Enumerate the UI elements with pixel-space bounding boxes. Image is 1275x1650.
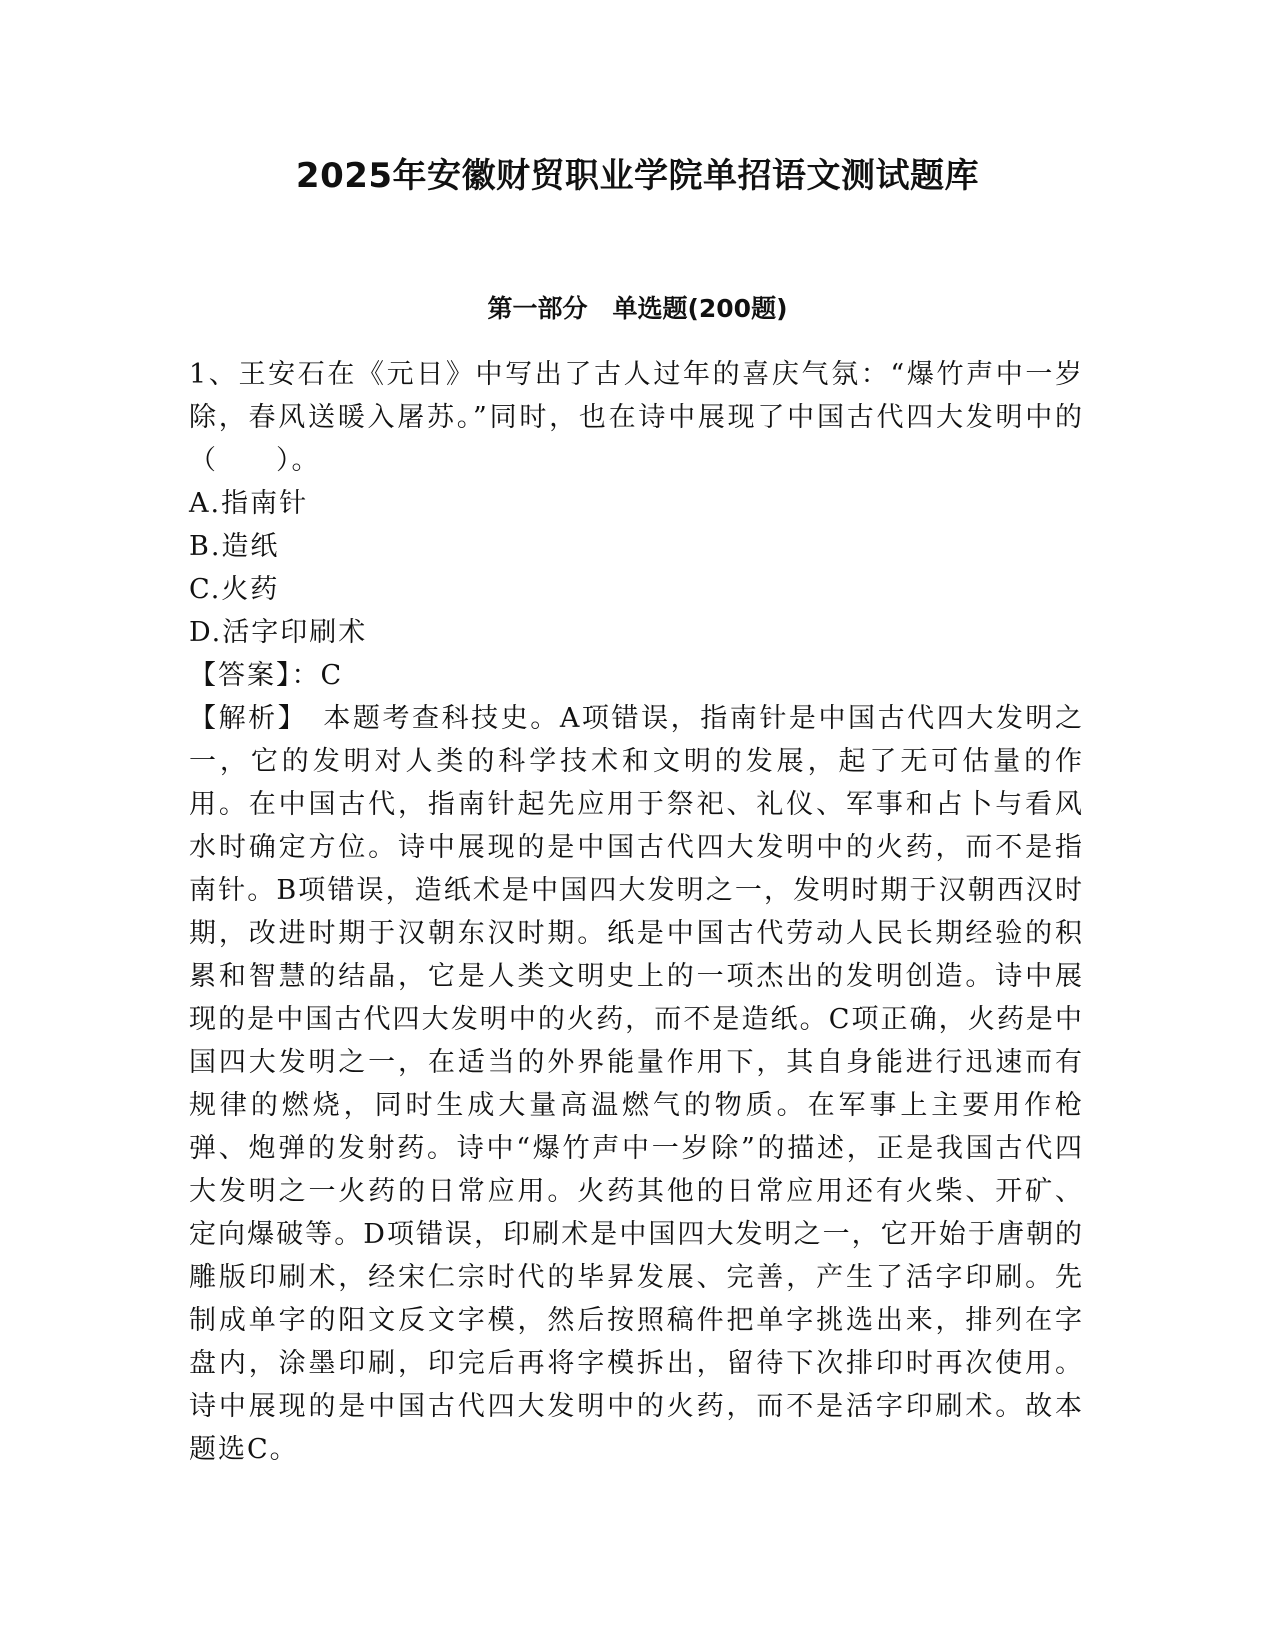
option-c: C.火药 [189,574,280,605]
analysis-text: 【解析】 本题考查科技史。A项错误，指南针是中国古代四大发明之一，它的发明对人类的科学技术和文明的发展，起了无可估量的作用。在中国古代，指南针起先应用于祭祀、礼仪、军事和占卜与看风水时确定方位。诗中展现的是中国古代四大发明中的火药，而不是指南针。B项错误，造纸术是中国四大发明之一，发明时期于汉朝西汉时期，改进时期于汉朝东汉时期。纸是中国古代劳动人民长期经验的积累和智慧的结晶，它是人类文明史上的一项杰出的发明创造。诗中展现的是中国古代四大发明中的火药，而不是造纸。C项正确，火药是中国四大发明之一，在适当的外界能量作用下，其自身能进行迅速而有规律的燃烧，同时生成大量高温燃气的物质。在军事上主要用作枪弹、炮弹的发射药。诗中“爆竹声中一岁除”的描述，正是我国古代四大发明之一火药的日常应用。火药其他的日常应用还有火柴、开矿、定向爆破等。D项错误，印刷术是中国四大发明之一，它开始于唐朝的雕版印刷术，经宋仁宗时代的毕昇发展、完善，产生了活字印刷。先制成单字的阳文反文字模，然后按照稿件把单字挑选出来，排列在字盘内，涂墨印刷，印完后再将字模拆出，留待下次排印时再次使用。诗中展现的是中国古代四大发明中的火药，而不是活字印刷术。故本题选C。 [189,703,1084,1465]
option-b: B.造纸 [189,531,280,562]
section-title: 第一部分 单选题(200题) [487,294,788,323]
question-stem: 1、王安石在《元日》中写出了古人过年的喜庆气氛：“爆竹声中一岁除，春风送暖入屠苏。”同时，也在诗中展现了中国古代四大发明中的（ ）。 [189,359,1084,476]
option-a: A.指南针 [189,488,309,519]
answer-line: 【答案】：C [189,660,344,691]
question-block [189,353,1084,1471]
document-title: 2025年安徽财贸职业学院单招语文测试题库 [295,156,980,196]
option-d: D.活字印刷术 [189,617,368,648]
